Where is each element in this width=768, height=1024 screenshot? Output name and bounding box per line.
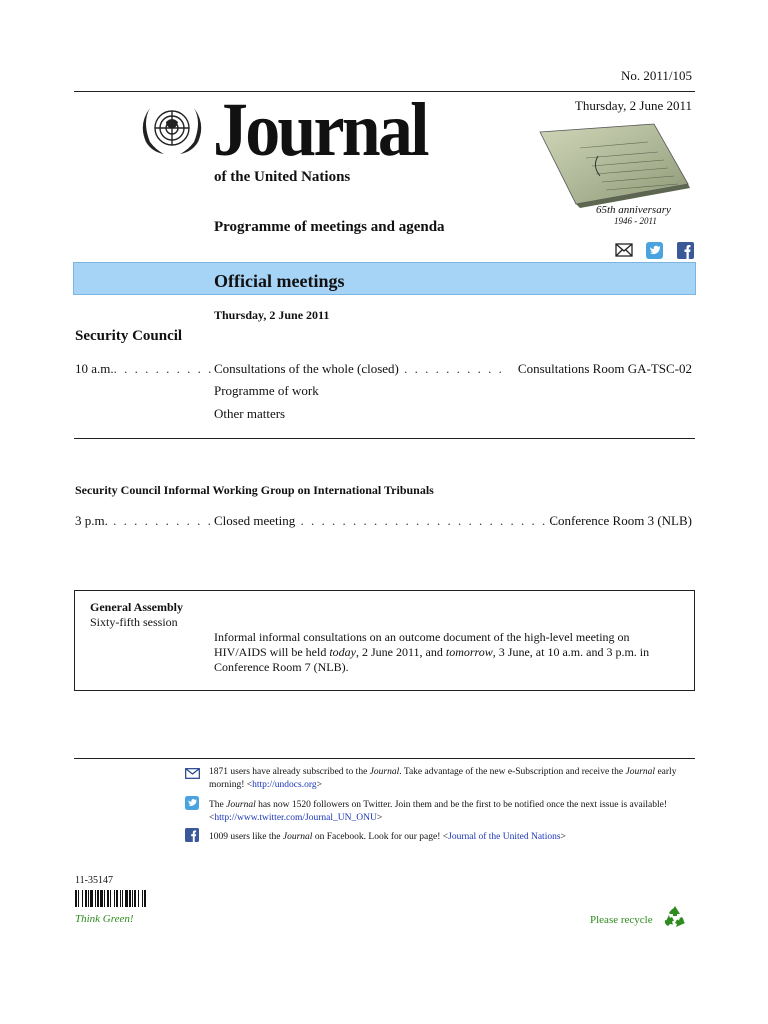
sc-agenda-item: Other matters — [214, 406, 286, 421]
email-icon[interactable] — [185, 766, 200, 777]
barcode-image — [75, 890, 190, 907]
general-assembly-title: General Assembly — [90, 600, 183, 614]
wg-time: 3 p.m. . . . . . . . . . . — [75, 513, 213, 528]
twitter-icon[interactable] — [185, 796, 199, 810]
working-group-heading: Security Council Informal Working Group on International Tribunals — [75, 483, 434, 497]
facebook-icon[interactable] — [185, 828, 199, 842]
anniversary-years: 1946 - 2011 — [614, 216, 657, 226]
general-assembly-notice: Informal informal consultations on an outcome document of the high-level meeting on HIV/AIDS will be held today, 2 June 2011, and tomorrow, 3 June, at 10 a.m. and 3 p.m. in Conference Room 7 (NLB). — [214, 630, 650, 674]
think-green-label: Think Green! — [75, 913, 134, 925]
facebook-likes-text: 1009 users like the Journal on Facebook. Look for our page! <Journal of the United Nations> — [209, 832, 566, 842]
sc-location: Consultations Room GA-TSC-02 — [517, 361, 692, 376]
facebook-page-link[interactable]: Journal of the United Nations — [448, 832, 561, 842]
document-number: 11-35147 — [75, 875, 113, 886]
email-subscription-text: 1871 users have already subscribed to the Journal. Take advantage of the new e-Subscription and receive the Journal early morning! <http://undocs.org> — [209, 767, 677, 790]
official-meetings-title: Official meetings — [214, 271, 345, 291]
programme-title: Programme of meetings and agenda — [214, 219, 445, 235]
un-emblem-icon — [136, 100, 208, 158]
sc-agenda-item: Programme of work — [214, 383, 319, 398]
recycle-icon — [662, 904, 688, 930]
sc-item: Consultations of the whole (closed) . . . . . . . . . . — [214, 361, 504, 376]
masthead-title: Journal — [213, 88, 427, 172]
please-recycle-label: Please recycle — [590, 914, 653, 926]
facebook-icon[interactable] — [677, 242, 694, 259]
twitter-icon[interactable] — [646, 242, 663, 259]
issue-date: Thursday, 2 June 2011 — [574, 98, 692, 113]
security-council-heading: Security Council — [75, 328, 183, 344]
wg-location: Conference Room 3 (NLB) — [549, 513, 692, 528]
general-assembly-session: Sixty-fifth session — [90, 615, 178, 629]
email-icon[interactable] — [615, 243, 633, 257]
masthead-subtitle: of the United Nations — [214, 169, 351, 185]
undocs-link[interactable]: http://undocs.org — [252, 780, 317, 790]
wg-item: Closed meeting . . . . . . . . . . . . . . . . . . . . . . . . . — [214, 513, 558, 528]
footer-rule — [74, 758, 695, 759]
anniversary-label: 65th anniversary — [596, 204, 671, 216]
sc-time: 10 a.m.. . . . . . . . . . — [75, 361, 214, 376]
issue-number: No. 2011/105 — [620, 68, 692, 83]
official-meetings-band — [73, 262, 696, 295]
twitter-followers-text: The Journal has now 1520 followers on Twitter. Join them and be the first to be notified once the next issue is available! <http://www.twitter.com/Journal_UN_ONU> — [209, 800, 667, 823]
section-rule — [74, 438, 695, 439]
twitter-link[interactable]: http://www.twitter.com/Journal_UN_ONU — [214, 813, 377, 823]
meetings-date: Thursday, 2 June 2011 — [214, 308, 330, 322]
